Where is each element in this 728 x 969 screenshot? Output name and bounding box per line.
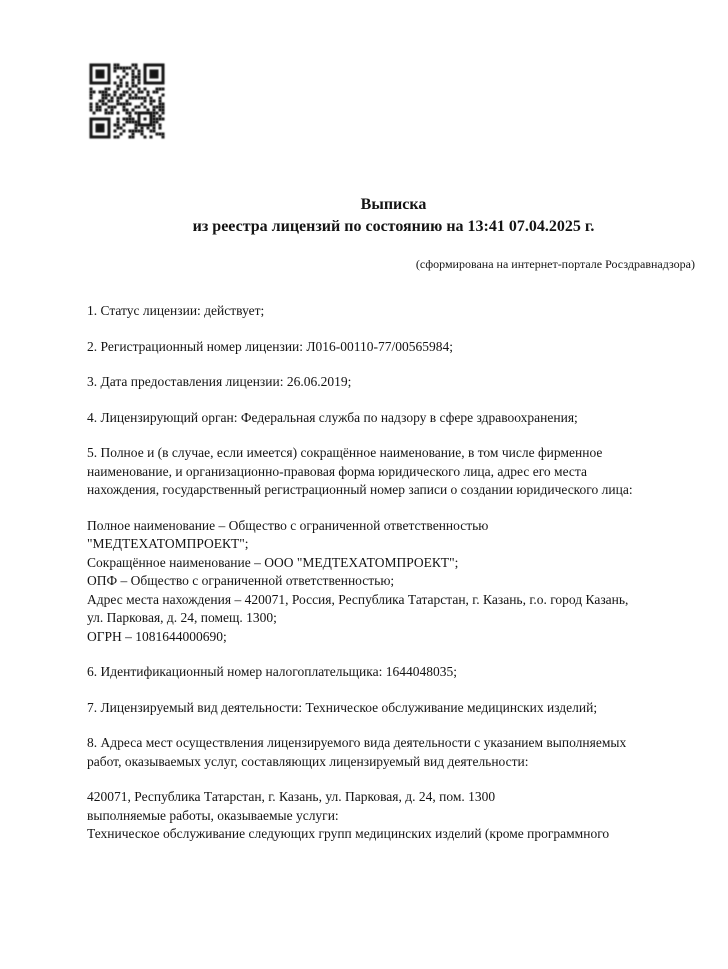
document-line: Полное наименование – Общество с ограниченной ответственностью xyxy=(87,517,489,533)
title-line-2: из реестра лицензий по состоянию на 13:41 07.04.2025 г. xyxy=(192,218,595,235)
paragraph-taxpayer-number xyxy=(87,663,703,682)
document-title xyxy=(87,194,700,238)
document-line: Адрес места нахождения – 420071, Россия, Республика Татарстан, г. Казань, г.о. город Казань, xyxy=(87,591,629,607)
document-line: 1. Статус лицензии: действует; xyxy=(87,303,265,318)
paragraph-licensed-activity xyxy=(87,699,703,718)
document-line: ОПФ – Общество с ограниченной ответственностью; xyxy=(87,573,395,588)
document-line: 7. Лицензируемый вид деятельности: Техническое обслуживание медицинских изделий; xyxy=(87,699,598,715)
paragraph-licensing-authority xyxy=(87,409,703,428)
document-line: выполняемые работы, оказываемые услуги: xyxy=(87,807,339,823)
title-line-1: Выписка xyxy=(360,196,427,213)
document-line: 5. Полное и (в случае, если имеется) сокращённое наименование, в том числе фирменное xyxy=(87,445,603,460)
document-line: 4. Лицензирующий орган: Федеральная служба по надзору в сфере здравоохранения; xyxy=(87,409,578,425)
document-line: 8. Адреса мест осуществления лицензируемого вида деятельности с указанием выполняемых xyxy=(87,735,627,750)
qr-code-icon xyxy=(88,62,166,140)
document-line: 3. Дата предоставления лицензии: 26.06.2019; xyxy=(87,374,352,389)
document-line: 2. Регистрационный номер лицензии: Л016-00110-77/00565984; xyxy=(87,338,454,354)
document-body xyxy=(87,302,703,861)
paragraph-grant-date xyxy=(87,373,703,392)
document-line: наименование, и организационно-правовая форма юридического лица, адрес его места xyxy=(87,463,587,479)
paragraph-activity-addresses-heading xyxy=(87,734,703,771)
document-line: "МЕДТЕХАТОМПРОЕКТ"; xyxy=(87,536,249,551)
document-line: работ, оказываемых услуг, составляющих лицензируемый вид деятельности: xyxy=(87,753,529,769)
paragraph-entity-details xyxy=(87,517,703,647)
paragraph-entity-heading xyxy=(87,444,703,500)
paragraph-license-status xyxy=(87,302,703,321)
document-line: Сокращённое наименование – ООО "МЕДТЕХАТОМПРОЕКТ"; xyxy=(87,554,459,570)
portal-note: (сформирована на интернет-портале Росздравнадзора) xyxy=(415,257,695,271)
document-line: 420071, Республика Татарстан, г. Казань, ул. Парковая, д. 24, пом. 1300 xyxy=(87,789,496,804)
document-line: нахождения, государственный регистрационный номер записи о создании юридического лица: xyxy=(87,482,633,497)
document-line: ул. Парковая, д. 24, помещ. 1300; xyxy=(87,610,277,625)
paragraph-activity-address-details xyxy=(87,788,703,844)
document-line: 6. Идентификационный номер налогоплательщика: 1644048035; xyxy=(87,664,457,679)
paragraph-registration-number xyxy=(87,338,703,357)
document-line: Техническое обслуживание следующих групп медицинских изделий (кроме программного xyxy=(87,826,610,841)
document-line: ОГРН – 1081644000690; xyxy=(87,628,227,644)
